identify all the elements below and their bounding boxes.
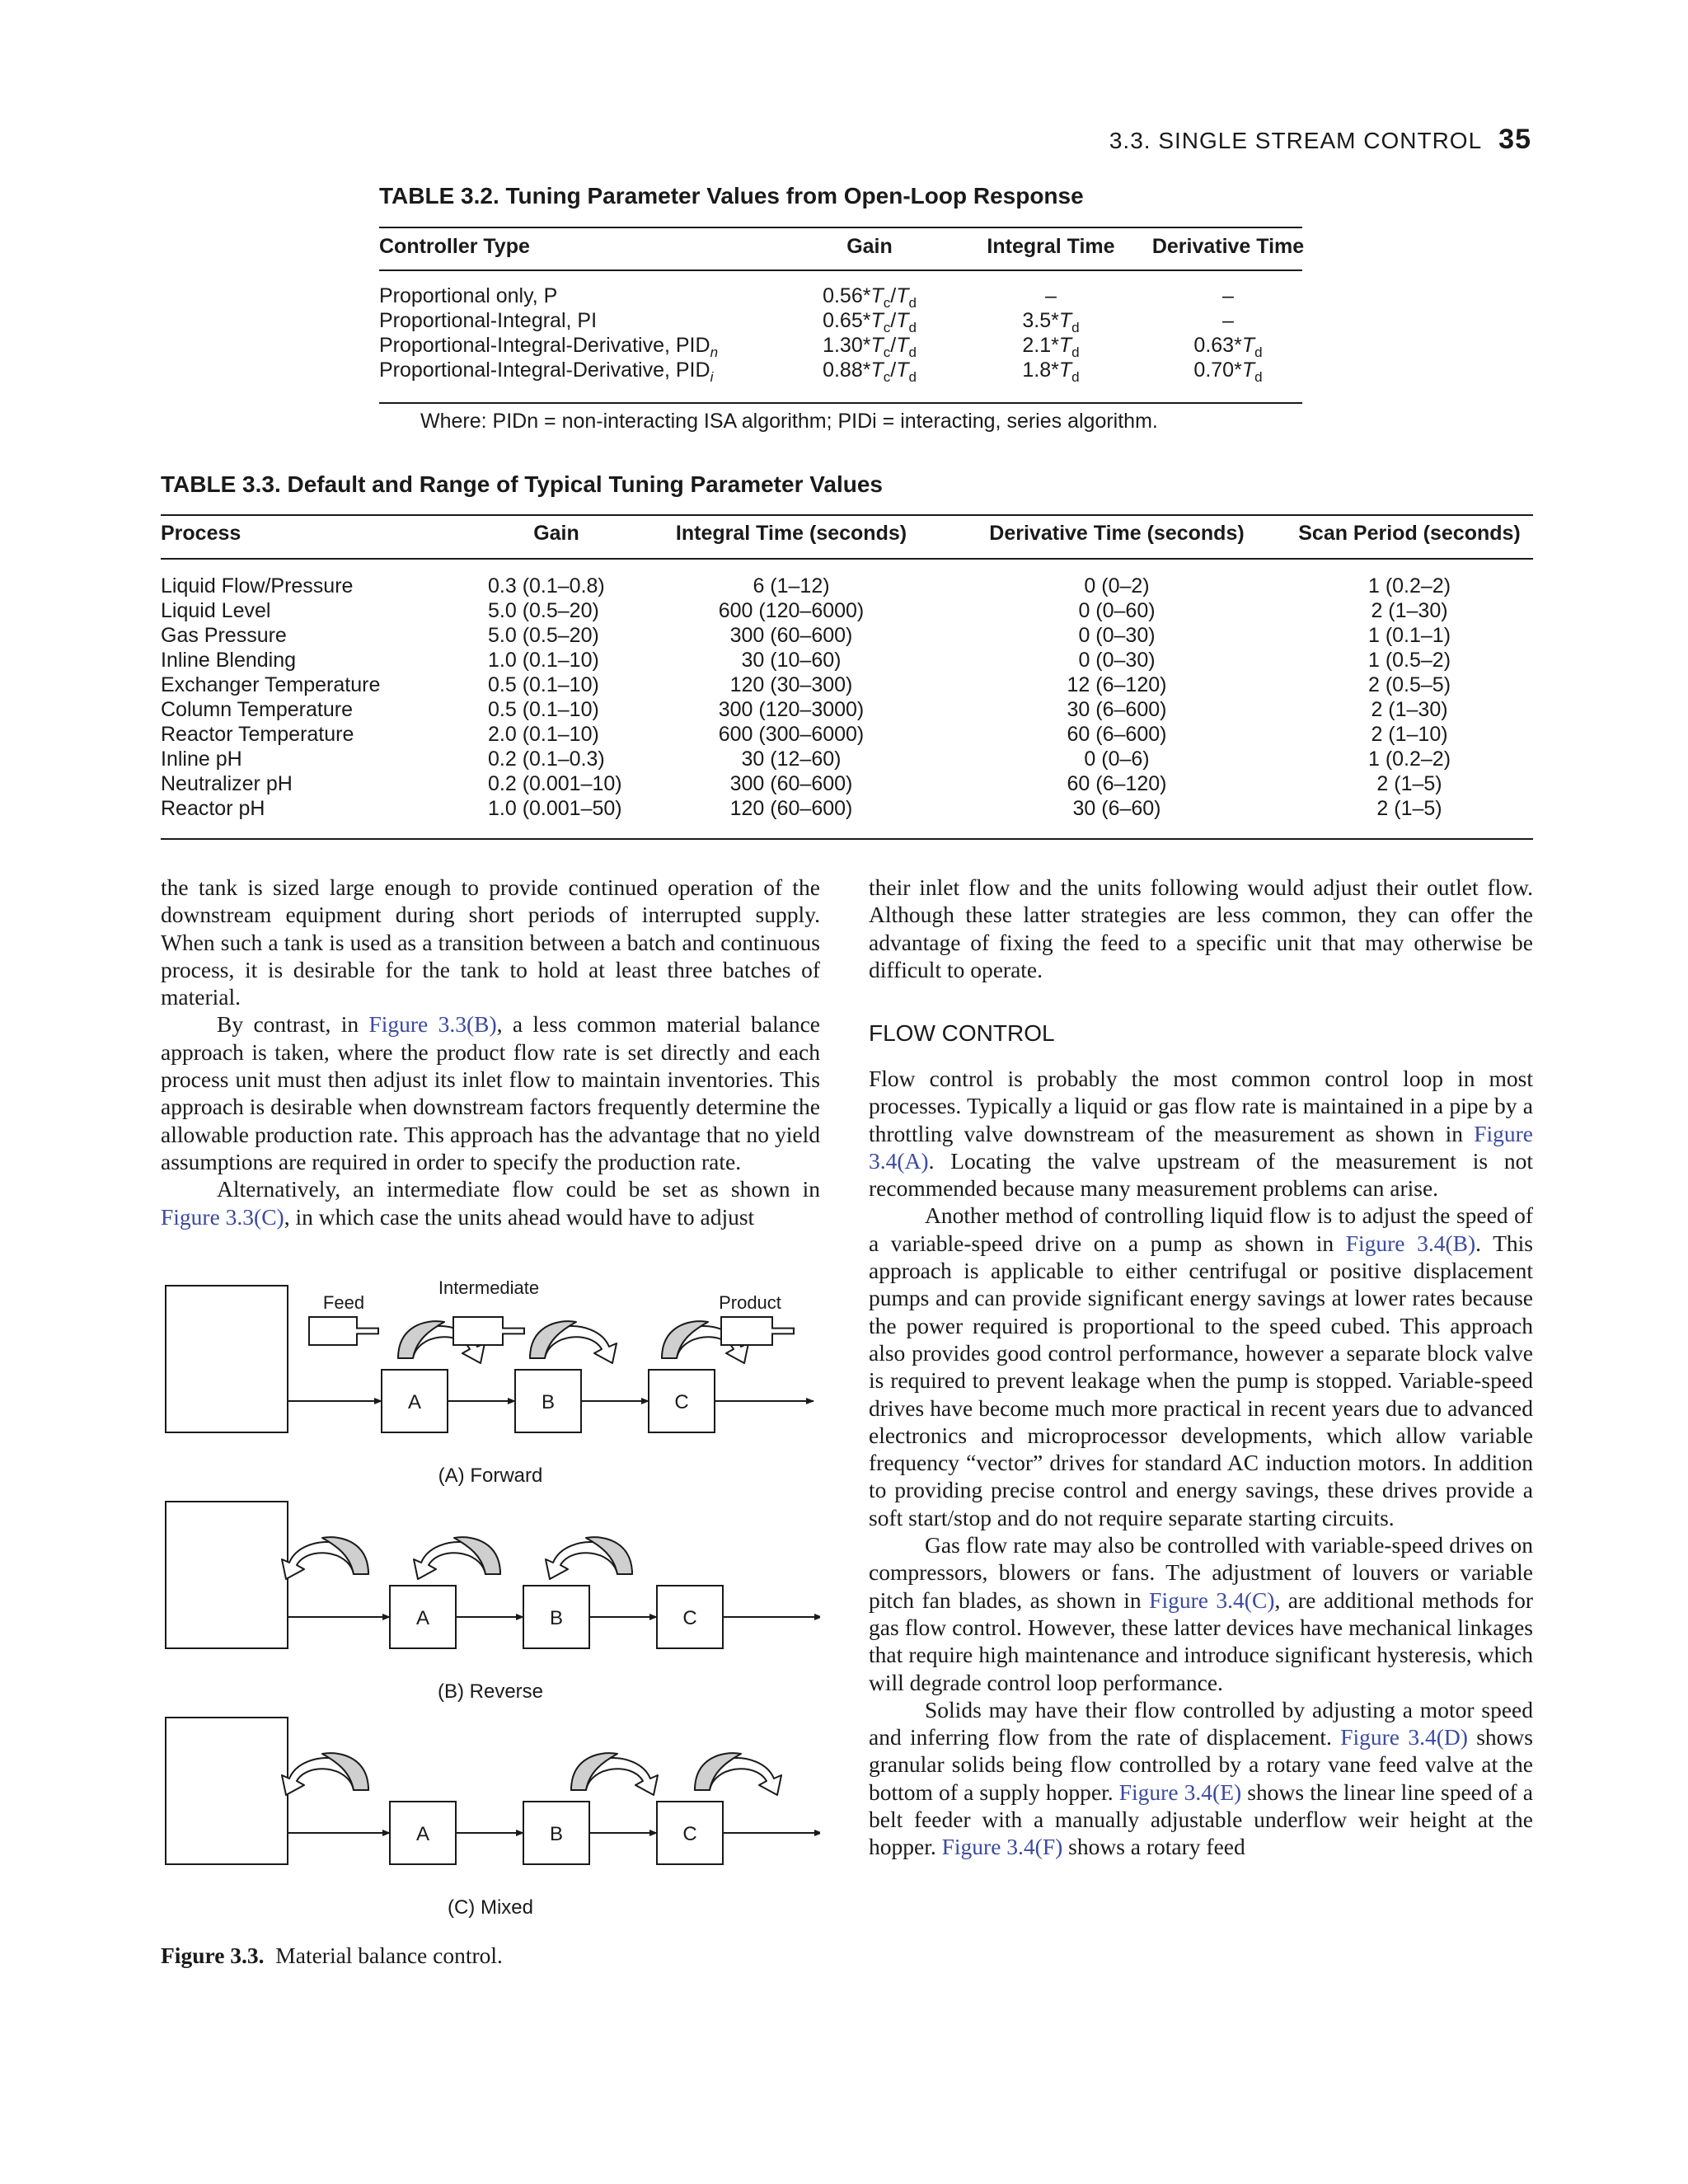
panel-caption: (C) Mixed bbox=[447, 1896, 534, 1919]
table-3-3-header-integral: Integral Time (seconds) bbox=[675, 522, 907, 545]
running-head bbox=[1109, 124, 1531, 156]
table-cell: Proportional-Integral-Derivative, PID bbox=[379, 334, 710, 357]
figure-link[interactable]: Figure 3.3(B) bbox=[368, 1011, 497, 1038]
table-cell: 12 (6–120) bbox=[1067, 673, 1167, 696]
table-rule bbox=[379, 227, 1302, 228]
table-cell: 2.0 (0.1–10) bbox=[488, 723, 599, 746]
table-row-label: Liquid Flow/Pressure bbox=[161, 574, 354, 598]
curved-arrow-right-icon bbox=[571, 1753, 658, 1795]
curved-arrow-left-icon bbox=[282, 1753, 368, 1795]
table-cell: 300 (60–600) bbox=[729, 772, 853, 795]
table-cell: 1.0 (0.001–50) bbox=[488, 797, 622, 820]
table-cell: $0.88*T_c/T_d$ bbox=[823, 359, 917, 385]
table-cell: – bbox=[1222, 309, 1234, 332]
table-cell: 120 (30–300) bbox=[729, 673, 853, 696]
table-3-3-header-derivative: Derivative Time (seconds) bbox=[989, 522, 1245, 545]
table-cell: 2 (1–5) bbox=[1376, 797, 1442, 820]
figure-link[interactable]: Figure 3.4(D) bbox=[1340, 1724, 1468, 1750]
table-cell: 0.3 (0.1–0.8) bbox=[488, 574, 605, 598]
figure-label: Figure 3.3. bbox=[161, 1943, 265, 1968]
curved-arrow-left-icon bbox=[414, 1537, 500, 1579]
table-3-2-title: TABLE 3.2. Tuning Parameter Values from Open-Loop Response bbox=[379, 183, 1084, 209]
table-row-label: Liquid Level bbox=[161, 599, 271, 622]
table-row: Proportional-Integral-Derivative, $PID_n$ bbox=[379, 334, 719, 360]
arrow-label: Product bbox=[719, 1292, 781, 1313]
table-3-3-header-process: Process bbox=[161, 522, 241, 545]
curved-arrow-left-icon bbox=[546, 1537, 632, 1579]
figure-link[interactable]: Figure 3.4(B) bbox=[1345, 1230, 1476, 1256]
table-row-label: Reactor Temperature bbox=[161, 723, 354, 746]
table-cell: $0.65*T_c/T_d$ bbox=[823, 309, 917, 335]
figure-caption bbox=[161, 1943, 503, 1969]
table-cell: 600 (120–6000) bbox=[718, 599, 865, 622]
table-cell: Proportional-Integral, PI bbox=[379, 309, 598, 332]
table-cell: 1 (0.2–2) bbox=[1367, 574, 1451, 598]
curved-arrow-left-icon bbox=[282, 1537, 368, 1579]
table-cell: 30 (6–60) bbox=[1072, 797, 1161, 820]
unit-label: A bbox=[415, 1607, 430, 1629]
table-cell: 0 (0–30) bbox=[1078, 624, 1156, 647]
table-cell: 0 (0–2) bbox=[1084, 574, 1150, 598]
table-cell: 30 (6–600) bbox=[1067, 698, 1167, 721]
table-row-label: Reactor pH bbox=[161, 797, 265, 820]
section-title: 3.3. SINGLE STREAM CONTROL bbox=[1109, 128, 1483, 153]
table-cell: 0.5 (0.1–10) bbox=[488, 698, 599, 721]
table-3-3-header-gain: Gain bbox=[533, 522, 579, 545]
table-3-2-header-type: Controller Type bbox=[379, 235, 530, 258]
table-cell: 1.0 (0.1–10) bbox=[488, 649, 599, 672]
section-heading: FLOW CONTROL bbox=[869, 1020, 1055, 1046]
table-cell: $2.1*T_d$ bbox=[1022, 334, 1080, 360]
table-cell: $3.5*T_d$ bbox=[1022, 309, 1080, 335]
table-row-label: Gas Pressure bbox=[161, 624, 287, 647]
table-row-label: Neutralizer pH bbox=[161, 772, 293, 795]
straight-arrow-icon bbox=[453, 1317, 524, 1345]
table-row-label: Inline pH bbox=[161, 748, 242, 771]
straight-arrow-icon bbox=[721, 1317, 794, 1345]
table-row: Proportional-Integral-Derivative, $PID_i$ bbox=[379, 359, 714, 385]
table-rule bbox=[379, 402, 1302, 404]
table-cell: 1 (0.1–1) bbox=[1367, 624, 1451, 647]
table-cell: 300 (120–3000) bbox=[718, 698, 865, 721]
figure-link[interactable]: Figure 3.4(E) bbox=[1118, 1779, 1242, 1805]
paragraph: Alternatively, an intermediate flow could be set as shown in Figure 3.3(C), in which case the units ahead would have to adjust bbox=[161, 1176, 820, 1230]
table-cell: $1.30*T_c/T_d$ bbox=[823, 334, 917, 360]
table-cell: 30 (10–60) bbox=[741, 649, 842, 672]
table-cell: 0.2 (0.001–10) bbox=[488, 772, 622, 795]
table-cell: 1 (0.5–2) bbox=[1367, 649, 1451, 672]
panel-forward bbox=[166, 1286, 814, 1487]
paragraph: Gas flow rate may also be controlled with variable-speed drives on compressors, blowers or fans. The adjustment of louvers or variable pitch fan blades, as shown in Figure 3.4(C), are additional methods for gas flow control. However, these latter devices have mechanical linkages that require high maintenance and introduce significant hysteresis, which will degrade control loop performance. bbox=[869, 1532, 1534, 1695]
table-cell: 0 (0–60) bbox=[1078, 599, 1156, 622]
unit-label: A bbox=[415, 1823, 430, 1845]
right-column-text bbox=[869, 1065, 1533, 1861]
table-cell: 120 (60–600) bbox=[729, 797, 853, 820]
paragraph: By contrast, in Figure 3.3(B), a less common material balance approach is taken, where the product flow rate is set directly and each process unit must then adjust its inlet flow to maintain inventories. This approach is desirable when downstream factors frequently determine the allowable production rate. This approach has the advantage that no yield assumptions are required in order to specify the production rate. bbox=[161, 1011, 820, 1174]
unit-label: C bbox=[674, 1391, 689, 1413]
table-cell: 60 (6–600) bbox=[1067, 723, 1167, 746]
table-rule bbox=[161, 838, 1533, 840]
figure-link[interactable]: Figure 3.4(A) bbox=[869, 1120, 1533, 1174]
paragraph: the tank is sized large enough to provide continued operation of the downstream equipment during short periods of interrupted supply. When such a tank is used as a transition between a batch and continuous process, it is desirable for the tank to hold at least three batches of material. bbox=[161, 874, 820, 1010]
table-cell: $1.8*T_d$ bbox=[1022, 359, 1080, 385]
unit-label: B bbox=[541, 1391, 556, 1413]
table-3-2-header-gain: Gain bbox=[846, 235, 893, 258]
table-cell: $0.56*T_c/T_d$ bbox=[823, 284, 917, 311]
table-cell: $0.70*T_d$ bbox=[1193, 359, 1263, 385]
table-3-2-note: Where: PIDn = non-interacting ISA algorithm; PIDi = interacting, series algorithm. bbox=[420, 410, 1158, 433]
tank-box bbox=[166, 1286, 288, 1432]
arrow-label: Intermediate bbox=[438, 1277, 540, 1298]
table-cell: 2 (1–30) bbox=[1371, 599, 1448, 622]
figure-link[interactable]: Figure 3.4(C) bbox=[1149, 1586, 1275, 1613]
table-3-3-header-scan: Scan Period (seconds) bbox=[1298, 522, 1521, 545]
curved-arrow-right-icon bbox=[695, 1753, 781, 1795]
table-cell: 600 (300–6000) bbox=[718, 723, 865, 746]
unit-label: B bbox=[549, 1823, 564, 1845]
table-cell: Proportional only, P bbox=[379, 284, 558, 307]
table-cell: 5.0 (0.5–20) bbox=[488, 624, 599, 647]
table-cell: 6 (1–12) bbox=[753, 574, 830, 598]
curved-arrow-right-icon bbox=[530, 1321, 617, 1363]
table-cell: 2 (1–10) bbox=[1371, 723, 1448, 746]
table-row bbox=[379, 284, 557, 308]
table-cell: – bbox=[1045, 284, 1057, 307]
unit-label: C bbox=[682, 1823, 697, 1845]
table-3-3-title: TABLE 3.3. Default and Range of Typical Tuning Parameter Values bbox=[161, 471, 883, 497]
unit-label: A bbox=[407, 1391, 422, 1413]
table-cell: 2 (1–5) bbox=[1376, 772, 1442, 795]
figure-link[interactable]: Figure 3.4(F) bbox=[941, 1834, 1063, 1860]
figure-link[interactable]: Figure 3.3(C) bbox=[161, 1203, 284, 1230]
arrow-label: Feed bbox=[322, 1292, 365, 1313]
table-row bbox=[379, 308, 597, 333]
unit-label: B bbox=[549, 1607, 564, 1629]
table-cell: 0 (0–6) bbox=[1084, 748, 1150, 771]
panel-caption: (B) Reverse bbox=[437, 1680, 544, 1703]
paragraph: Solids may have their flow controlled by adjusting a motor speed and inferring flow from the rate of displacement. Figure 3.4(D) shows granular solids being flow controlled by a rotary vane feed valve at the bottom of a supply hopper. Figure 3.4(E) shows the linear line speed of a belt feeder with a manually adjustable underflow weir height at the hopper. Figure 3.4(F) shows a rotary feed bbox=[869, 1696, 1533, 1860]
table-row-label: Column Temperature bbox=[161, 698, 353, 721]
table-cell: – bbox=[1222, 284, 1234, 307]
table-cell: 30 (12–60) bbox=[741, 748, 842, 771]
tank-box bbox=[166, 1502, 288, 1648]
unit-label: C bbox=[682, 1607, 697, 1629]
table-cell: 0 (0–30) bbox=[1078, 649, 1156, 672]
panel-caption: (A) Forward bbox=[438, 1465, 543, 1487]
left-column-text bbox=[161, 874, 820, 1230]
table-cell: 1 (0.2–2) bbox=[1367, 748, 1451, 771]
straight-arrow-icon bbox=[309, 1317, 378, 1345]
table-cell: $0.63*T_d$ bbox=[1193, 334, 1263, 360]
table-cell: 0.2 (0.1–0.3) bbox=[488, 748, 605, 771]
paragraph: their inlet flow and the units following would adjust their outlet flow. Although these latter strategies are less common, they can offer the advantage of fixing the feed to a specific unit that may otherwise be difficult to operate. bbox=[869, 874, 1533, 982]
right-column-intro bbox=[869, 874, 1533, 983]
material-balance-figure bbox=[161, 1277, 820, 1929]
figure-caption-text: Material balance control. bbox=[275, 1943, 503, 1968]
table-row-label: Exchanger Temperature bbox=[161, 673, 381, 696]
page-number: 35 bbox=[1498, 124, 1531, 155]
paragraph: Another method of controlling liquid flow is to adjust the speed of a variable-speed drive on a pump as shown in Figure 3.4(B). This approach is applicable to either centrifugal or positive displacement pumps and can provide significant energy savings at lower rates because the power required is proportional to the speed cubed. This approach also provides good control performance, however a separate block valve is required to prevent leakage when the pump is stopped. Variable-speed drives have become much more practical in recent years due to advanced electronics and microprocessor developments, which allow variable frequency “vector” drives for standard AC induction motors. In addition to providing precise control and energy savings, these drives provide a soft start/stop and do not require separate starting circuits. bbox=[869, 1202, 1533, 1530]
table-cell: Proportional-Integral-Derivative, PID bbox=[379, 359, 710, 382]
tank-box bbox=[166, 1718, 288, 1864]
table-cell: 2 (0.5–5) bbox=[1367, 673, 1451, 696]
table-cell: 0.5 (0.1–10) bbox=[488, 673, 599, 696]
table-row-label: Inline Blending bbox=[161, 649, 297, 672]
table-rule bbox=[161, 514, 1533, 516]
table-cell: 300 (60–600) bbox=[729, 624, 853, 647]
table-rule bbox=[161, 558, 1533, 560]
table-rule bbox=[379, 269, 1302, 271]
table-cell: 5.0 (0.5–20) bbox=[488, 599, 599, 622]
table-3-2-header-derivative: Derivative Time bbox=[1151, 235, 1305, 258]
table-3-2-header-integral: Integral Time bbox=[987, 235, 1115, 258]
table-cell: 60 (6–120) bbox=[1067, 772, 1167, 795]
table-cell: 2 (1–30) bbox=[1371, 698, 1448, 721]
paragraph: Flow control is probably the most common control loop in most processes. Typically a liquid or gas flow rate is maintained in a pipe by a throttling valve downstream of the measurement as shown in Figure 3.4(A). Locating the valve upstream of the measurement is not recommended because many measurement problems can arise. bbox=[869, 1066, 1533, 1202]
